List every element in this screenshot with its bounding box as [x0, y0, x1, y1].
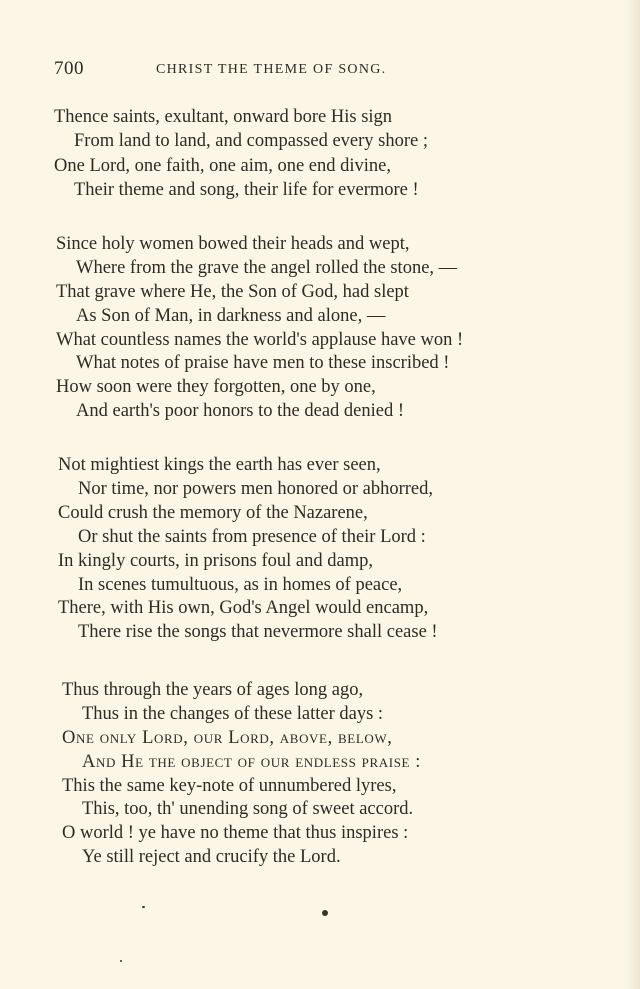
running-head: CHRIST THE THEME OF SONG. [156, 62, 387, 77]
verse-line: Not mightiest kings the earth has ever seen, [58, 455, 381, 475]
ink-speck [120, 960, 122, 962]
verse-line: As Son of Man, in darkness and alone, — [76, 306, 386, 326]
page-edge-shadow [626, 0, 640, 989]
verse-line: Could crush the memory of the Nazarene, [58, 503, 368, 523]
verse-line: There rise the songs that nevermore shall cease ! [78, 622, 438, 642]
verse-line: O world ! ye have no theme that thus inspires : [62, 823, 409, 843]
verse-line: That grave where He, the Son of God, had slept [56, 282, 409, 302]
verse-line: In scenes tumultuous, as in homes of peace, [78, 575, 403, 595]
verse-line: From land to land, and compassed every shore ; [74, 131, 428, 151]
verse-line: Nor time, nor powers men honored or abhorred, [78, 479, 433, 499]
verse-line: In kingly courts, in prisons foul and damp, [58, 551, 373, 571]
ink-speck [322, 910, 328, 916]
verse-line: How soon were they forgotten, one by one, [56, 377, 376, 397]
verse-line: Thus through the years of ages long ago, [62, 680, 364, 700]
verse-line: Ye still reject and crucify the Lord. [82, 847, 341, 867]
page-header [54, 58, 454, 84]
verse-line: There, with His own, God's Angel would encamp, [58, 598, 429, 618]
verse-line: Thence saints, exultant, onward bore His sign [54, 107, 393, 127]
verse-line: This the same key-note of unnumbered lyres, [62, 776, 397, 796]
verse-line: This, too, th' unending song of sweet accord. [82, 799, 414, 819]
verse-line: Where from the grave the angel rolled the stone, — [76, 258, 458, 278]
page-number: 700 [54, 58, 84, 79]
verse-line-small-caps: One only Lord, our Lord, above, below, [62, 728, 393, 748]
ink-speck [142, 906, 145, 908]
verse-line: What countless names the world's applause have won ! [56, 330, 464, 350]
verse-line: What notes of praise have men to these inscribed ! [76, 353, 450, 373]
verse-line: Or shut the saints from presence of their Lord : [78, 527, 426, 547]
verse-line: And earth's poor honors to the dead denied ! [76, 401, 405, 421]
verse-line: Thus in the changes of these latter days : [82, 704, 384, 724]
verse-line: Their theme and song, their life for evermore ! [74, 180, 419, 200]
verse-line: Since holy women bowed their heads and wept, [56, 234, 410, 254]
verse-line-small-caps: And He the object of our endless praise : [82, 752, 422, 772]
verse-line: One Lord, one faith, one aim, one end divine, [54, 156, 392, 176]
